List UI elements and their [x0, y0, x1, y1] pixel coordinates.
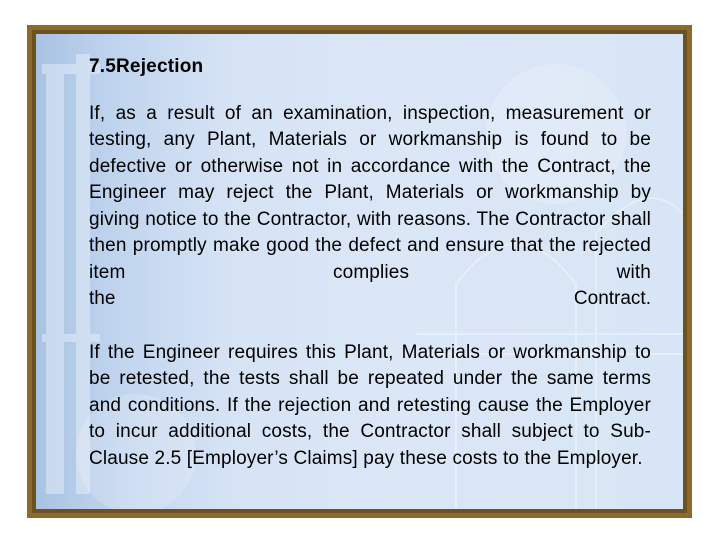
document-body: [89, 46, 651, 472]
paragraph-2: If the Engineer requires this Plant, Materials or workmanship to be retested, the tests shall be repeated under the same terms and conditions. If the rejection and retesting cause the Employer to incur additional costs, the Contractor shall subject to Sub-Clause 2.5 [Employer’s Claims] pay these costs to the Employer.: [89, 341, 651, 469]
slide-frame: [27, 25, 692, 518]
paragraph-1-tail-left: the: [89, 288, 116, 309]
paragraph-gap: [89, 313, 651, 340]
slide-panel: [36, 34, 683, 509]
section-heading: 7.5Rejection: [89, 56, 204, 77]
paragraph-1: If, as a result of an examination, inspection, measurement or testing, any Plant, Materials or workmanship is found to be defective or otherwise not in accordance with the Contract, the Engineer may reject the Plant, Materials or workmanship by giving notice to the Contractor, with reasons. The Contractor shall then promptly make good the defect and ensure that the rejected item complies with: [89, 102, 651, 283]
paragraph-1-tail-right: Contract.: [573, 288, 651, 309]
paragraph-1-last-line: [89, 286, 651, 313]
